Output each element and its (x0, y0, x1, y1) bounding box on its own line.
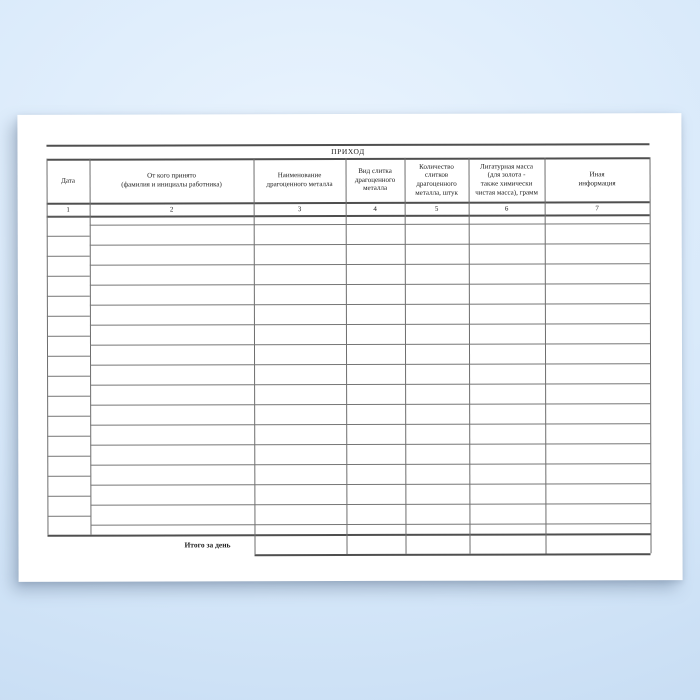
column-number: 2 (169, 204, 174, 213)
column-number: 3 (297, 204, 302, 213)
section-title: ПРИХОД (331, 146, 365, 156)
header-cell-received-from: От кого принято (фамилия и инициалы работника) (121, 171, 222, 189)
header-cell-other-info: Иная информация (578, 170, 616, 188)
header-row (47, 157, 650, 203)
column-number: 7 (595, 203, 599, 212)
header-cell-date: Дата (61, 176, 76, 185)
header-cell-alloy-mass: Лигатурная масса (для золота - также химически чистая масса), грамм (475, 162, 538, 197)
column-number: 5 (434, 204, 439, 213)
body-rows-main-columns (90, 214, 651, 534)
column-number: 6 (504, 204, 509, 213)
paper-sheet (17, 113, 682, 582)
column-number: 4 (373, 204, 377, 213)
header-cell-ingot-count: Количество слитков драгоценного металла, штук (415, 162, 458, 197)
total-bottom-rule (255, 553, 651, 556)
column-number: 1 (66, 205, 70, 214)
header-cell-ingot-type: Вид слитка драгоценного металла (354, 166, 396, 193)
header-cell-metal-name: Наименование драгоценного металла (266, 171, 333, 189)
body-rows-date-column (47, 216, 91, 535)
daily-total-label: Итого за день (184, 539, 231, 549)
